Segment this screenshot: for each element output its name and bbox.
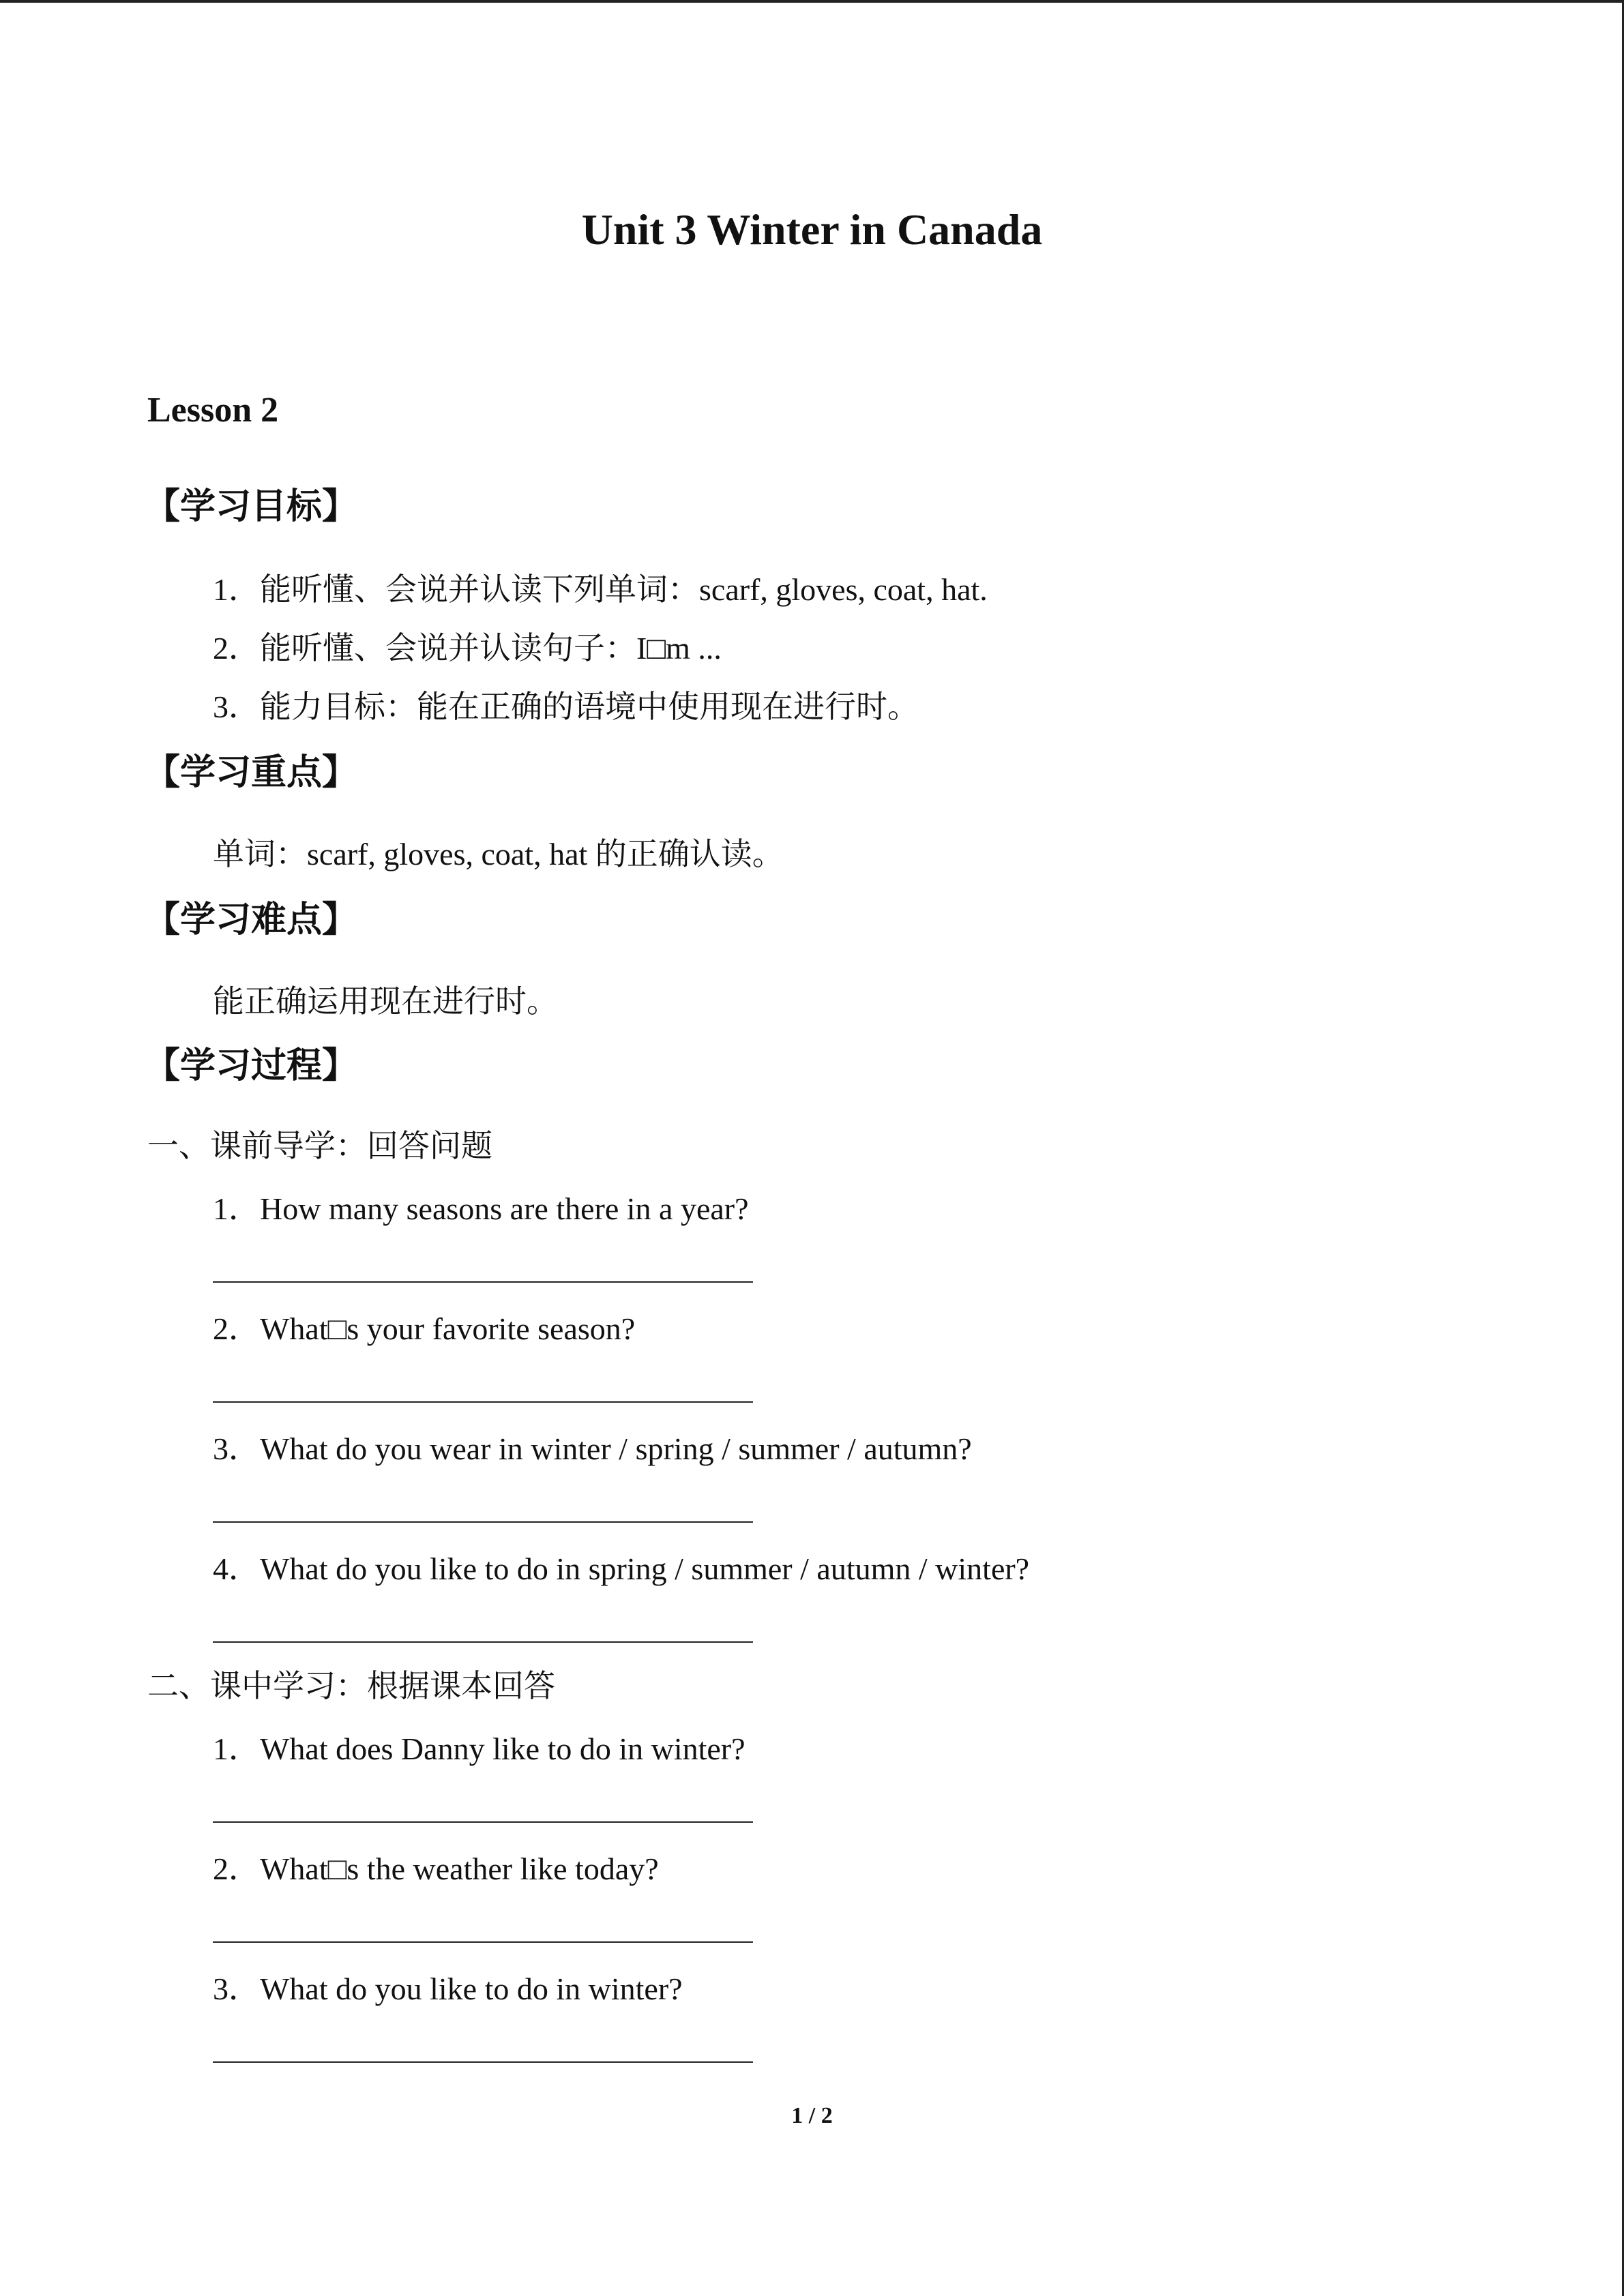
objective-item: 2．能听懂、会说并认读句子：I□m ... [213, 631, 722, 666]
in-class-question: 3．What do you like to do in winter? [213, 1971, 683, 2006]
pre-class-question: 3．What do you wear in winter / spring / summer / autumn? [213, 1431, 972, 1466]
in-class-section-label: 二、课中学习：根据课本回答 [147, 1669, 555, 1703]
objectives-heading: 【学习目标】 [145, 486, 358, 527]
answer-line[interactable] [213, 1941, 753, 1943]
pre-class-question: 2．What□s your favorite season? [213, 1311, 636, 1346]
document-title: Unit 3 Winter in Canada [581, 205, 1043, 254]
process-heading: 【学习过程】 [145, 1045, 358, 1086]
difficulties-text: 能正确运用现在进行时。 [213, 984, 558, 1019]
objective-item: 1．能听懂、会说并认读下列单词：scarf, gloves, coat, hat. [213, 572, 988, 607]
in-class-question: 2．What□s the weather like today? [213, 1851, 659, 1886]
answer-line[interactable] [213, 1401, 753, 1403]
pre-class-question: 1．How many seasons are there in a year? [213, 1191, 749, 1226]
key-points-heading: 【学习重点】 [145, 752, 358, 793]
key-points-text: 单词：scarf, gloves, coat, hat 的正确认读。 [213, 837, 784, 871]
pre-class-section-label: 一、课前导学：回答问题 [147, 1129, 492, 1163]
difficulties-heading: 【学习难点】 [145, 899, 358, 940]
in-class-question: 1．What does Danny like to do in winter? [213, 1731, 745, 1766]
answer-line[interactable] [213, 1641, 753, 1643]
objective-item: 3．能力目标：能在正确的语境中使用现在进行时。 [213, 689, 919, 724]
answer-line[interactable] [213, 1821, 753, 1823]
answer-line[interactable] [213, 1281, 753, 1283]
lesson-label: Lesson 2 [147, 391, 279, 430]
answer-line[interactable] [213, 2061, 753, 2063]
page-number: 1 / 2 [791, 2103, 833, 2128]
page-top-border [0, 0, 1624, 3]
pre-class-question: 4．What do you like to do in spring / summer / autumn / winter? [213, 1551, 1030, 1586]
answer-line[interactable] [213, 1521, 753, 1523]
